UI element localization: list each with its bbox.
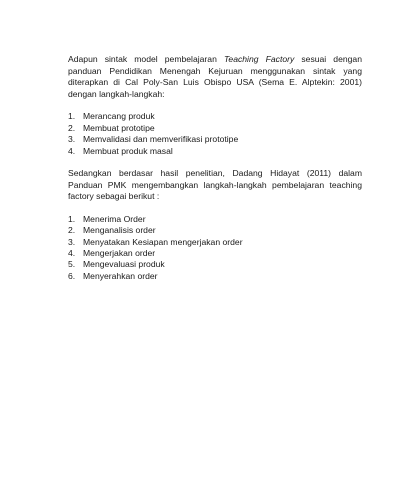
list-item-text: Mengerjakan order — [83, 248, 156, 258]
list-item-number: 2. — [68, 122, 76, 133]
list-item — [68, 123, 362, 134]
intro-paragraph — [68, 54, 362, 100]
list-item — [68, 225, 362, 236]
intro-italic-term: Teaching Factory — [223, 54, 295, 64]
list-item-number: 1. — [68, 213, 76, 224]
list-item — [68, 259, 362, 270]
list-item-text: Menyatakan Kesiapan mengerjakan order — [83, 236, 243, 247]
list-item — [68, 271, 362, 282]
intro-text-start: Adapun sintak model pembelajaran — [68, 54, 224, 64]
list-item-text: Menganalisis order — [83, 225, 156, 236]
list-item-text: Memvalidasi dan memverifikasi prototipe — [83, 134, 239, 145]
list-item — [68, 237, 362, 248]
list-item-text: Menyerahkan order — [83, 270, 158, 281]
list-item-number: 5. — [68, 259, 76, 270]
list-item-number: 4. — [68, 248, 76, 258]
list-item-number: 6. — [68, 270, 76, 281]
syntax-steps-list — [68, 111, 362, 157]
list-item-number: 2. — [68, 225, 76, 236]
list-item-text: Merancang produk — [83, 111, 155, 122]
list-item-text: Membuat prototipe — [83, 122, 155, 133]
list-item-text: Membuat produk masal — [83, 145, 173, 156]
research-paragraph: Sedangkan berdasar hasil penelitian, Dadang Hidayat (2011) dalam Panduan PMK mengembangkan langkah-langkah pembelajaran teaching factory sebagai berikut : — [68, 168, 362, 202]
teaching-factory-steps-list — [68, 214, 362, 282]
list-item-number: 3. — [68, 236, 76, 247]
document-page — [68, 54, 362, 282]
list-item — [68, 134, 362, 145]
list-item — [68, 214, 362, 225]
list-item-number: 1. — [68, 111, 76, 122]
list-item — [68, 111, 362, 122]
list-item-number: 3. — [68, 134, 76, 145]
list-item-number: 4. — [68, 145, 76, 156]
list-item — [68, 146, 362, 157]
list-item-text: Menerima Order — [83, 213, 146, 224]
list-item — [68, 248, 362, 259]
intro-text-end: sesuai dengan panduan Pendidikan Menengah Kejuruan menggunakan sintak yang diterapkan di Cal Poly-San Luis Obispo USA (Sema E. Alptekin: 2001) dengan langkah-langkah: — [68, 54, 362, 99]
list-item-text: Mengevaluasi produk — [83, 259, 165, 270]
